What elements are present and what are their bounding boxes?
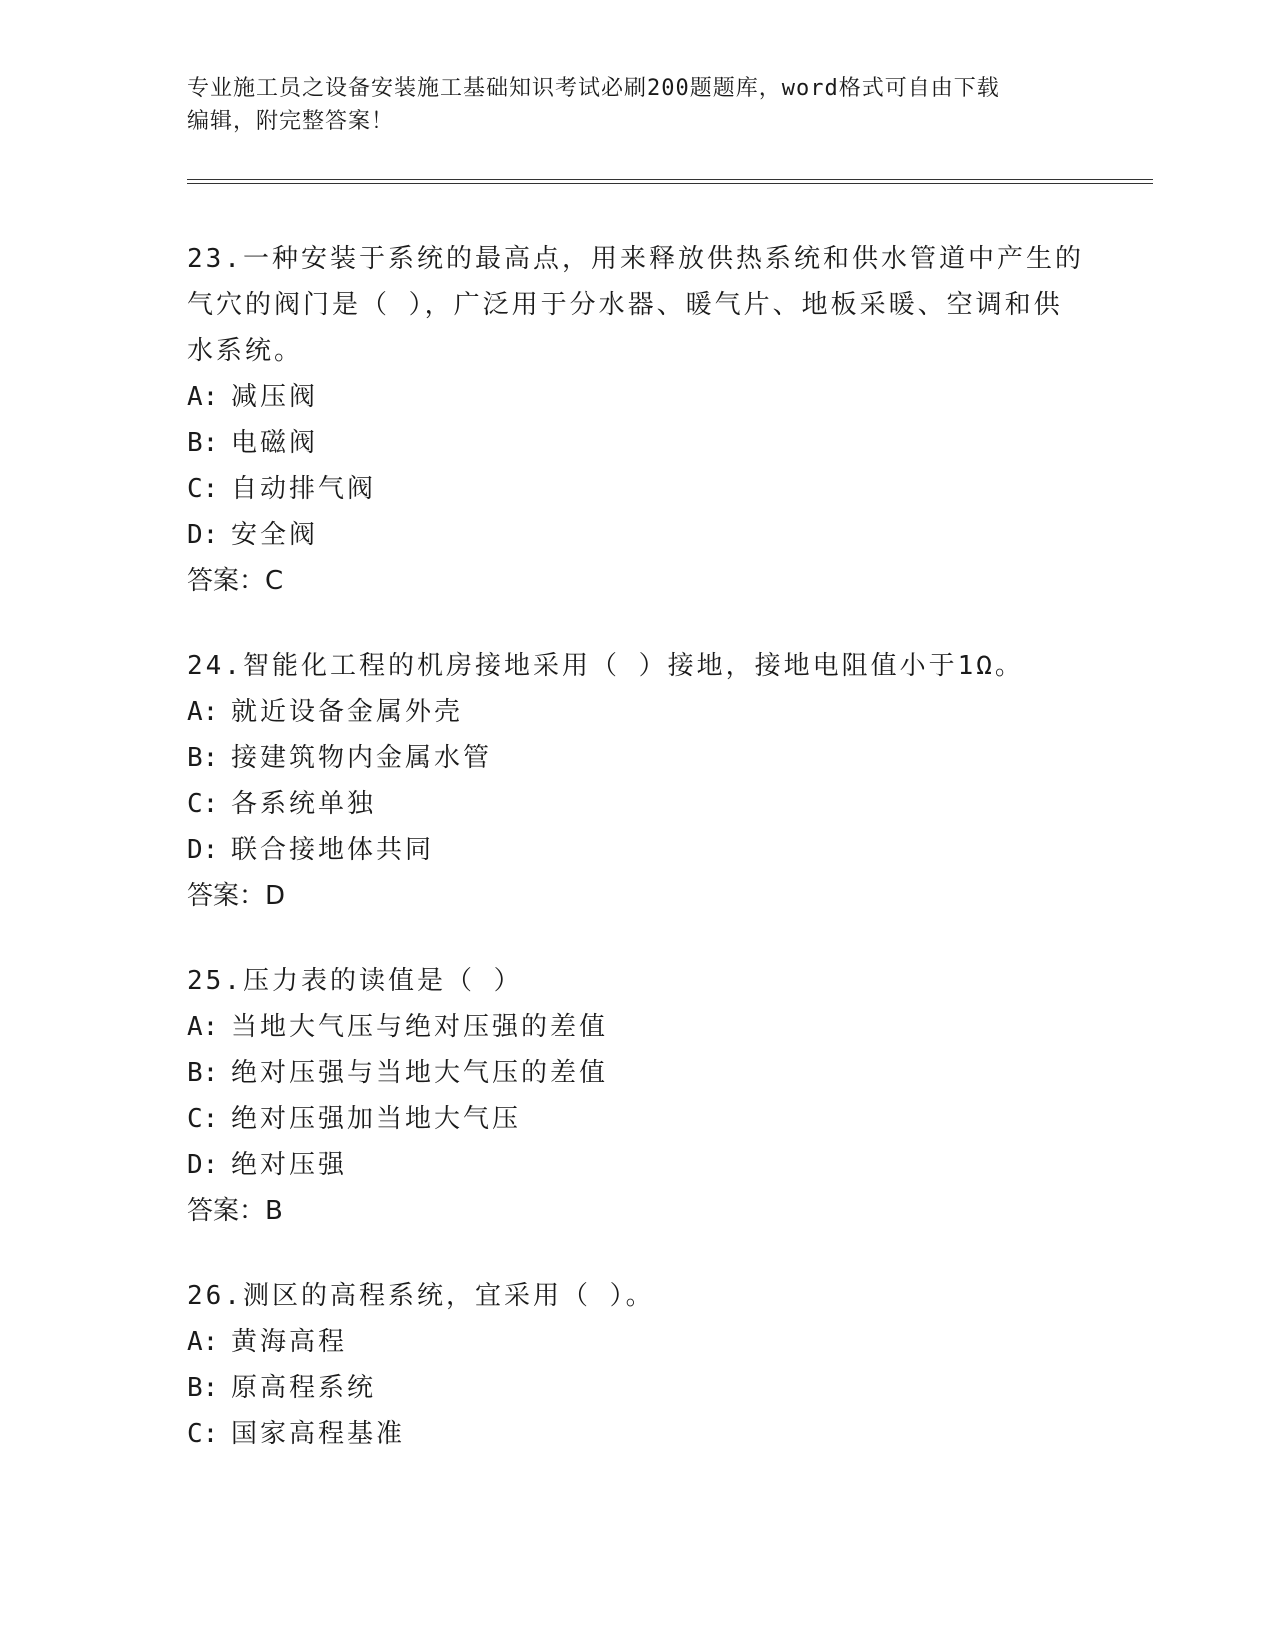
option-c	[187, 466, 1087, 512]
option-text: 电磁阀	[231, 428, 319, 458]
option-c	[187, 1411, 1087, 1457]
question-text: 26.测区的高程系统，宜采用（ ）。	[187, 1281, 655, 1311]
question-24	[187, 643, 1087, 919]
option-text: 接建筑物内金属水管	[231, 743, 493, 773]
option-key: C:	[187, 1104, 219, 1134]
option-c	[187, 781, 1087, 827]
option-key: B:	[187, 743, 219, 773]
option-key: C:	[187, 1419, 219, 1449]
option-text: 安全阀	[231, 520, 319, 550]
question-text: 23.一种安装于系统的最高点，用来释放供热系统和供水管道中产生的气穴的阀门是（ ），广泛用于分水器、暖气片、地板采暖、空调和供水系统。	[187, 244, 1084, 366]
header-divider-bottom	[187, 183, 1153, 184]
option-key: A:	[187, 1012, 219, 1042]
option-a	[187, 1004, 1087, 1050]
option-b	[187, 735, 1087, 781]
option-key: D:	[187, 835, 219, 865]
option-text: 绝对压强	[231, 1150, 348, 1180]
option-c	[187, 1096, 1087, 1142]
answer-line: 答案：B	[187, 1196, 283, 1226]
option-key: A:	[187, 382, 219, 412]
option-a	[187, 689, 1087, 735]
option-key: C:	[187, 474, 219, 504]
option-text: 国家高程基准	[231, 1419, 406, 1449]
option-b	[187, 1365, 1087, 1411]
option-a	[187, 374, 1087, 420]
question-23	[187, 236, 1087, 604]
option-key: B:	[187, 428, 219, 458]
option-text: 绝对压强加当地大气压	[231, 1104, 522, 1134]
option-key: A:	[187, 697, 219, 727]
option-key: D:	[187, 1150, 219, 1180]
question-26	[187, 1273, 1087, 1457]
option-text: 就近设备金属外壳	[231, 697, 464, 727]
option-text: 各系统单独	[231, 789, 377, 819]
answer-line: 答案：C	[187, 566, 284, 596]
option-d	[187, 1142, 1087, 1188]
option-text: 黄海高程	[231, 1327, 348, 1357]
question-text: 24.智能化工程的机房接地采用（ ）接地，接地电阻值小于1Ω。	[187, 651, 1024, 681]
option-key: C:	[187, 789, 219, 819]
option-key: A:	[187, 1327, 219, 1357]
option-text: 自动排气阀	[231, 474, 377, 504]
option-d	[187, 827, 1087, 873]
question-list	[187, 236, 1087, 1496]
question-25	[187, 958, 1087, 1234]
option-key: D:	[187, 520, 219, 550]
option-b	[187, 1050, 1087, 1096]
option-text: 当地大气压与绝对压强的差值	[231, 1012, 609, 1042]
header-title-line2: 编辑，附完整答案！	[187, 109, 395, 134]
option-key: B:	[187, 1373, 219, 1403]
option-text: 联合接地体共同	[231, 835, 435, 865]
option-text: 绝对压强与当地大气压的差值	[231, 1058, 609, 1088]
option-key: B:	[187, 1058, 219, 1088]
option-text: 原高程系统	[231, 1373, 377, 1403]
option-b	[187, 420, 1087, 466]
option-text: 减压阀	[231, 382, 319, 412]
header-divider-top	[187, 179, 1153, 180]
header-title-line1: 专业施工员之设备安装施工基础知识考试必刷200题题库，word格式可自由下载	[187, 76, 1000, 101]
document-header	[187, 72, 1067, 138]
question-text: 25.压力表的读值是（ ）	[187, 966, 523, 996]
answer-line: 答案：D	[187, 881, 286, 911]
option-d	[187, 512, 1087, 558]
option-a	[187, 1319, 1087, 1365]
